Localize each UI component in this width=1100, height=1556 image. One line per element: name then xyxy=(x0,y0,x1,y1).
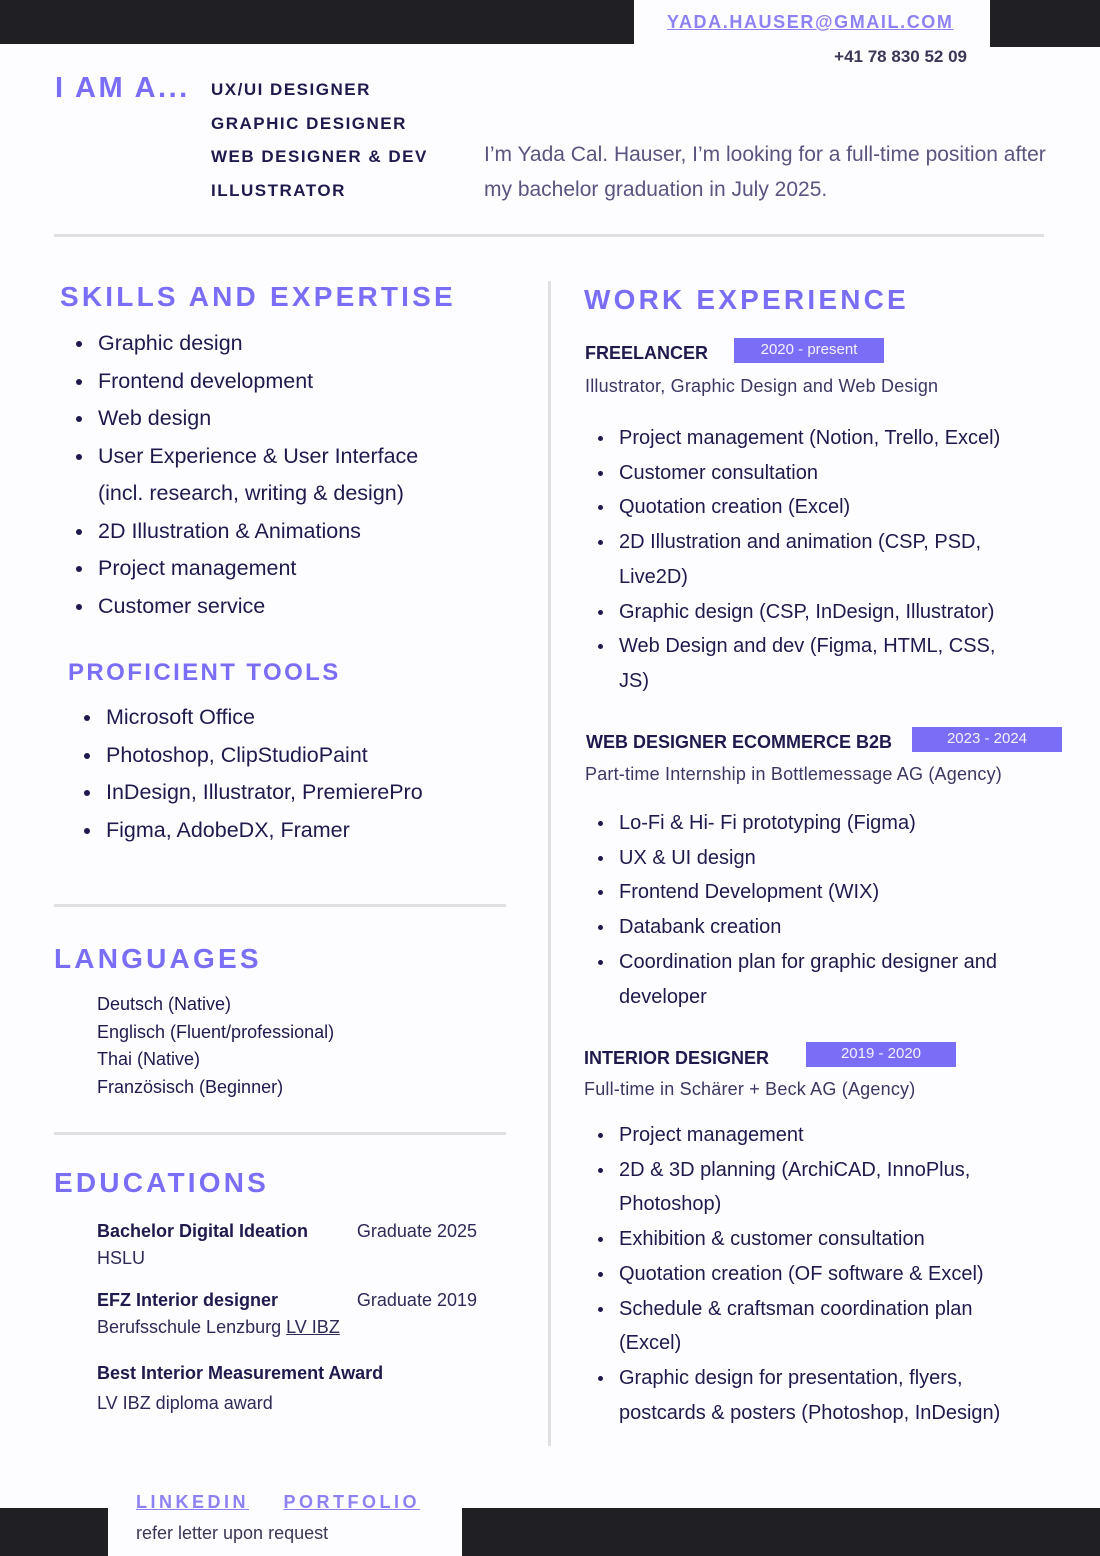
list-item: User Experience & User Interface (incl. research, writing & design) xyxy=(62,438,462,513)
role-item: ILLUSTRATOR xyxy=(211,180,346,200)
bottom-left-bar xyxy=(0,1508,108,1556)
job-duties xyxy=(586,1118,1036,1430)
school-name: Berufsschule Lenzburg xyxy=(97,1317,287,1337)
skills-list xyxy=(62,325,512,625)
role-item: GRAPHIC DESIGNER xyxy=(211,113,407,133)
language-item: Thai (Native) xyxy=(97,1049,201,1070)
tools-title: PROFICIENT TOOLS xyxy=(68,659,341,686)
footer-links xyxy=(136,1492,450,1513)
job-title: INTERIOR DESIGNER xyxy=(584,1048,770,1068)
job-subtitle: Full-time in Schärer + Beck AG (Agency) xyxy=(584,1079,916,1099)
education-title: EDUCATIONS xyxy=(54,1167,270,1198)
job-title: WEB DESIGNER ECOMMERCE B2B xyxy=(586,732,893,752)
column-divider xyxy=(548,281,551,1446)
list-item: Quotation creation (OF software & Excel) xyxy=(586,1257,1036,1292)
languages-title: LANGUAGES xyxy=(54,943,262,974)
list-item: Schedule & craftsman coordination plan (Excel) xyxy=(586,1292,1016,1361)
education-school xyxy=(97,1313,477,1341)
list-item: Graphic design xyxy=(62,325,512,363)
top-right-bar xyxy=(990,0,1100,47)
linkedin-link[interactable]: LINKEDIN xyxy=(136,1492,249,1512)
portfolio-link[interactable]: PORTFOLIO xyxy=(283,1492,420,1512)
i-am-heading: I AM A... xyxy=(55,72,190,104)
list-item: Graphic design (CSP, InDesign, Illustrator) xyxy=(586,595,1046,630)
languages-list xyxy=(97,991,334,1102)
tools-list xyxy=(70,699,510,849)
education-date: Graduate 2025 xyxy=(356,1221,477,1241)
education-item xyxy=(97,1218,477,1272)
bottom-right-bar xyxy=(462,1508,1100,1556)
education-title: EFZ Interior designer xyxy=(97,1290,279,1310)
award-description: LV IBZ diploma award xyxy=(97,1393,273,1413)
divider-left-1 xyxy=(54,904,506,907)
list-item: Photoshop, ClipStudioPaint xyxy=(70,737,510,775)
list-item: Customer consultation xyxy=(586,456,1046,491)
email-link[interactable]: YADA.HAUSER@GMAIL.COM xyxy=(667,12,954,32)
intro-text: I’m Yada Cal. Hauser, I’m looking for a full-time position after my bachelor graduation in July 2025. xyxy=(484,143,1046,201)
phone-number: +41 78 830 52 09 xyxy=(834,47,967,66)
skills-title: SKILLS AND EXPERTISE xyxy=(60,281,456,312)
reference-note: refer letter upon request xyxy=(136,1523,329,1543)
job-subtitle: Illustrator, Graphic Design and Web Design xyxy=(585,376,939,396)
job-title: FREELANCER xyxy=(585,343,709,363)
list-item: 2D & 3D planning (ArchiCAD, InnoPlus, Photoshop) xyxy=(586,1153,1006,1222)
list-item: Quotation creation (Excel) xyxy=(586,490,1046,525)
list-item: UX & UI design xyxy=(586,841,1046,876)
list-item: Exhibition & customer consultation xyxy=(586,1222,1036,1257)
education-item xyxy=(97,1287,477,1341)
list-item: Figma, AdobeDX, Framer xyxy=(70,812,510,850)
award-title: Best Interior Measurement Award xyxy=(97,1363,384,1383)
list-item: Frontend Development (WIX) xyxy=(586,875,1046,910)
top-left-bar xyxy=(0,0,634,44)
language-item: Deutsch (Native) xyxy=(97,994,232,1014)
period-badge: 2023 - 2024 xyxy=(912,727,1062,752)
list-item: Project management xyxy=(62,550,512,588)
list-item: Web Design and dev (Figma, HTML, CSS, JS) xyxy=(586,629,1026,698)
education-school: HSLU xyxy=(97,1248,146,1268)
period-badge: 2019 - 2020 xyxy=(806,1042,956,1067)
job-duties xyxy=(586,421,1046,699)
period-badge: 2020 - present xyxy=(734,338,884,363)
roles-list xyxy=(211,78,428,212)
list-item: Databank creation xyxy=(586,910,1046,945)
role-item: WEB DESIGNER & DEV xyxy=(211,147,428,166)
role-item: UX/UI DESIGNER xyxy=(211,80,371,99)
list-item: Graphic design for presentation, flyers, postcards & posters (Photoshop, InDesign) xyxy=(586,1361,1006,1430)
education-title: Bachelor Digital Ideation xyxy=(97,1221,309,1241)
list-item: Project management (Notion, Trello, Excel) xyxy=(586,421,1046,456)
language-item: Englisch (Fluent/professional) xyxy=(97,1021,335,1042)
list-item: Customer service xyxy=(62,588,512,626)
list-item: Lo-Fi & Hi- Fi prototyping (Figma) xyxy=(586,806,1046,841)
education-date: Graduate 2019 xyxy=(356,1290,477,1310)
list-item: Project management xyxy=(586,1118,1036,1153)
list-item: Frontend development xyxy=(62,363,512,401)
lv-ibz-link[interactable]: LV IBZ xyxy=(286,1317,340,1337)
list-item: Microsoft Office xyxy=(70,699,510,737)
divider-top xyxy=(54,234,1044,237)
divider-left-2 xyxy=(54,1132,506,1135)
education-item xyxy=(97,1360,477,1417)
list-item: 2D Illustration and animation (CSP, PSD, Live2D) xyxy=(586,525,1016,594)
job-subtitle: Part-time Internship in Bottlemessage AG (Agency) xyxy=(585,764,1002,784)
language-item: Französisch (Beginner) xyxy=(97,1077,284,1098)
work-title: WORK EXPERIENCE xyxy=(584,284,909,315)
list-item: 2D Illustration & Animations xyxy=(62,513,512,551)
list-item: Web design xyxy=(62,400,512,438)
list-item: InDesign, Illustrator, PremierePro xyxy=(70,774,510,812)
list-item: Coordination plan for graphic designer and developer xyxy=(586,945,1041,1014)
job-duties xyxy=(586,806,1046,1014)
